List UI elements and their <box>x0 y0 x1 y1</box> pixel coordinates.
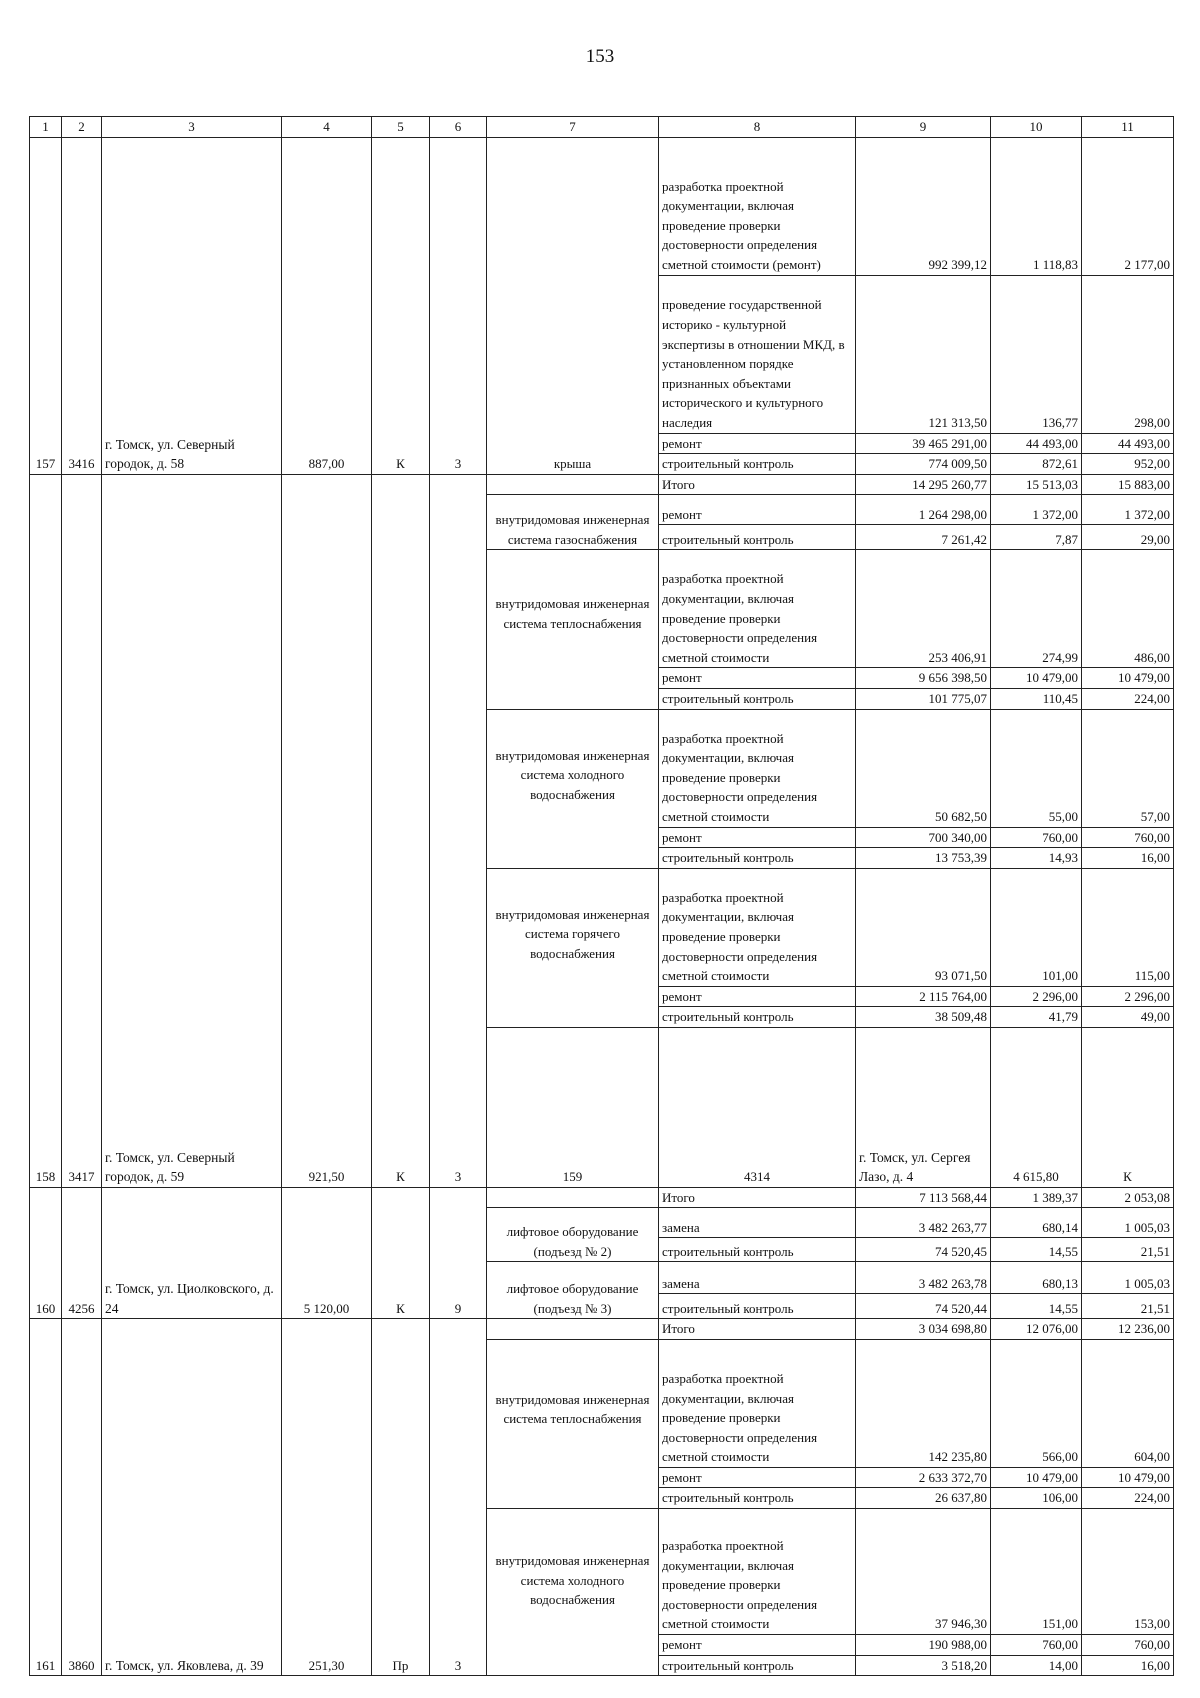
house-floors: 9 <box>430 1187 487 1319</box>
house-id: 3417 <box>62 474 102 1187</box>
col-header-6: 6 <box>430 117 487 138</box>
cost-total: 2 633 372,70 <box>856 1467 991 1488</box>
house-floors: 3 <box>430 137 487 474</box>
work-type: разработка проектной документации, включая проведение проверки достоверности определения сметной стоимости <box>659 1509 856 1635</box>
row-number: 158 <box>30 474 62 1187</box>
cost-limit: 12 236,00 <box>1082 1319 1174 1340</box>
house-kind: К <box>372 137 430 474</box>
cost-total: 774 009,50 <box>856 454 991 475</box>
empty-cell <box>487 1319 659 1340</box>
cost-per-unit: 101,00 <box>991 868 1082 986</box>
cost-per-unit: 15 513,03 <box>991 474 1082 495</box>
column-number-row <box>30 117 1174 138</box>
house-kind: Пр <box>372 1319 430 1676</box>
cost-limit: 21,51 <box>1082 1294 1174 1319</box>
cost-per-unit: 2 296,00 <box>991 986 1082 1007</box>
cost-per-unit: 760,00 <box>991 827 1082 848</box>
work-type: строительный контроль <box>659 848 856 869</box>
element-name: лифтовое оборудование (подъезд № 3) <box>487 1262 659 1319</box>
cost-per-unit: 10 479,00 <box>991 1467 1082 1488</box>
work-type: строительный контроль <box>659 688 856 709</box>
work-type: разработка проектной документации, включая проведение проверки достоверности определения сметной стоимости (ремонт) <box>659 137 856 275</box>
work-type: ремонт <box>659 495 856 525</box>
cost-total: 2 115 764,00 <box>856 986 991 1007</box>
cost-limit: 1 372,00 <box>1082 495 1174 525</box>
cost-per-unit: 566,00 <box>991 1339 1082 1467</box>
element-label: внутридомовая инженерная система теплоснабжения <box>495 1391 650 1427</box>
element-name: крыша <box>487 137 659 474</box>
element-name: внутридомовая инженерная система газоснабжения <box>487 495 659 550</box>
cost-total: 74 520,45 <box>856 1238 991 1262</box>
cost-total: 38 509,48 <box>856 1007 991 1028</box>
element-label: внутридомовая инженерная система горячего водоснабжения <box>495 906 650 961</box>
house-kind: К <box>372 1187 430 1319</box>
cost-per-unit: 1 118,83 <box>991 137 1082 275</box>
work-type: ремонт <box>659 668 856 689</box>
col-header-10: 10 <box>991 117 1082 138</box>
cost-limit: 760,00 <box>1082 827 1174 848</box>
cost-total: 7 261,42 <box>856 525 991 550</box>
cost-limit: 1 005,03 <box>1082 1262 1174 1294</box>
total-label: Итого <box>659 1187 856 1208</box>
work-type: ремонт <box>659 433 856 454</box>
work-type: ремонт <box>659 1467 856 1488</box>
cost-per-unit: 1 389,37 <box>991 1187 1082 1208</box>
cost-per-unit: 106,00 <box>991 1488 1082 1509</box>
element-label: внутридомовая инженерная система холодного водоснабжения <box>495 1553 650 1608</box>
cost-total: 121 313,50 <box>856 275 991 433</box>
cost-per-unit: 110,45 <box>991 688 1082 709</box>
cost-limit: 29,00 <box>1082 525 1174 550</box>
work-type: строительный контроль <box>659 1238 856 1262</box>
cost-per-unit: 7,87 <box>991 525 1082 550</box>
cost-per-unit: 760,00 <box>991 1635 1082 1656</box>
cost-limit: 15 883,00 <box>1082 474 1174 495</box>
cost-total: 992 399,12 <box>856 137 991 275</box>
cost-total: 50 682,50 <box>856 709 991 827</box>
house-id: 4256 <box>62 1187 102 1319</box>
table-row <box>30 1187 1174 1208</box>
element-name <box>487 709 659 868</box>
house-address: г. Томск, ул. Яковлева, д. 39 <box>102 1319 282 1676</box>
cost-limit: 44 493,00 <box>1082 433 1174 454</box>
cost-limit: 760,00 <box>1082 1635 1174 1656</box>
cost-limit: 10 479,00 <box>1082 1467 1174 1488</box>
house-address: г. Томск, ул. Сергея Лазо, д. 4 <box>856 1027 991 1187</box>
cost-limit: 2 296,00 <box>1082 986 1174 1007</box>
repair-program-table <box>29 116 1174 1676</box>
work-type: замена <box>659 1208 856 1238</box>
house-area: 921,50 <box>282 474 372 1187</box>
col-header-5: 5 <box>372 117 430 138</box>
table-row <box>30 474 1174 495</box>
cost-limit: 57,00 <box>1082 709 1174 827</box>
house-address: г. Томск, ул. Северный городок, д. 59 <box>102 474 282 1187</box>
row-number: 161 <box>30 1319 62 1676</box>
work-type: строительный контроль <box>659 1294 856 1319</box>
col-header-9: 9 <box>856 117 991 138</box>
cost-limit: 10 479,00 <box>1082 668 1174 689</box>
cost-per-unit: 1 372,00 <box>991 495 1082 525</box>
col-header-2: 2 <box>62 117 102 138</box>
cost-limit: 2 053,08 <box>1082 1187 1174 1208</box>
cost-limit: 2 177,00 <box>1082 137 1174 275</box>
work-type: строительный контроль <box>659 1488 856 1509</box>
cost-limit: 224,00 <box>1082 688 1174 709</box>
cost-total: 3 482 263,78 <box>856 1262 991 1294</box>
row-number: 157 <box>30 137 62 474</box>
cost-total: 3 482 263,77 <box>856 1208 991 1238</box>
cost-per-unit: 12 076,00 <box>991 1319 1082 1340</box>
house-floors: 3 <box>430 1319 487 1676</box>
work-type: проведение государственной историко - культурной экспертизы в отношении МКД, в установленном порядке признанных объектами исторического и культурного наследия <box>659 275 856 433</box>
col-header-3: 3 <box>102 117 282 138</box>
row-number: 160 <box>30 1187 62 1319</box>
col-header-4: 4 <box>282 117 372 138</box>
house-id: 3416 <box>62 137 102 474</box>
cost-total: 700 340,00 <box>856 827 991 848</box>
cost-total: 7 113 568,44 <box>856 1187 991 1208</box>
work-type: ремонт <box>659 1635 856 1656</box>
work-type: разработка проектной документации, включая проведение проверки достоверности определения сметной стоимости <box>659 550 856 668</box>
page-number: 153 <box>585 46 615 67</box>
cost-per-unit: 14,55 <box>991 1238 1082 1262</box>
cost-per-unit: 274,99 <box>991 550 1082 668</box>
cost-total: 74 520,44 <box>856 1294 991 1319</box>
cost-limit: 952,00 <box>1082 454 1174 475</box>
element-name <box>487 868 659 1027</box>
cost-limit: 298,00 <box>1082 275 1174 433</box>
cost-total: 101 775,07 <box>856 688 991 709</box>
cost-limit: 115,00 <box>1082 868 1174 986</box>
cost-per-unit: 44 493,00 <box>991 433 1082 454</box>
cost-per-unit: 680,14 <box>991 1208 1082 1238</box>
cost-limit: 49,00 <box>1082 1007 1174 1028</box>
house-address: г. Томск, ул. Северный городок, д. 58 <box>102 137 282 474</box>
work-type: строительный контроль <box>659 525 856 550</box>
element-name <box>487 550 659 709</box>
col-header-1: 1 <box>30 117 62 138</box>
element-name <box>487 1509 659 1676</box>
cost-total: 142 235,80 <box>856 1339 991 1467</box>
house-area: 251,30 <box>282 1319 372 1676</box>
house-kind: К <box>372 474 430 1187</box>
cost-per-unit: 151,00 <box>991 1509 1082 1635</box>
work-type: ремонт <box>659 827 856 848</box>
cost-total: 37 946,30 <box>856 1509 991 1635</box>
house-area: 4 615,80 <box>991 1027 1082 1187</box>
house-kind: К <box>1082 1027 1174 1187</box>
cost-total: 13 753,39 <box>856 848 991 869</box>
element-label: внутридомовая инженерная система теплоснабжения <box>495 596 650 631</box>
col-header-8: 8 <box>659 117 856 138</box>
empty-cell <box>487 474 659 495</box>
cost-per-unit: 10 479,00 <box>991 668 1082 689</box>
total-label: Итого <box>659 474 856 495</box>
cost-total: 3 034 698,80 <box>856 1319 991 1340</box>
cost-per-unit: 14,93 <box>991 848 1082 869</box>
row-number: 159 <box>487 1027 659 1187</box>
work-type: разработка проектной документации, включая проведение проверки достоверности определения сметной стоимости <box>659 709 856 827</box>
work-type: строительный контроль <box>659 1655 856 1676</box>
house-address: г. Томск, ул. Циолковского, д. 24 <box>102 1187 282 1319</box>
cost-total: 253 406,91 <box>856 550 991 668</box>
cost-limit: 21,51 <box>1082 1238 1174 1262</box>
cost-per-unit: 41,79 <box>991 1007 1082 1028</box>
element-name: лифтовое оборудование (подъезд № 2) <box>487 1208 659 1262</box>
cost-per-unit: 680,13 <box>991 1262 1082 1294</box>
cost-per-unit: 14,00 <box>991 1655 1082 1676</box>
cost-limit: 16,00 <box>1082 848 1174 869</box>
cost-total: 93 071,50 <box>856 868 991 986</box>
cost-per-unit: 14,55 <box>991 1294 1082 1319</box>
cost-total: 3 518,20 <box>856 1655 991 1676</box>
cost-total: 9 656 398,50 <box>856 668 991 689</box>
cost-limit: 16,00 <box>1082 1655 1174 1676</box>
house-id: 4314 <box>659 1027 856 1187</box>
element-name <box>487 1339 659 1508</box>
house-area: 5 120,00 <box>282 1187 372 1319</box>
work-type: разработка проектной документации, включая проведение проверки достоверности определения сметной стоимости <box>659 1339 856 1467</box>
house-area: 887,00 <box>282 137 372 474</box>
house-id: 3860 <box>62 1319 102 1676</box>
cost-total: 190 988,00 <box>856 1635 991 1656</box>
table-row <box>30 137 1174 275</box>
cost-per-unit: 136,77 <box>991 275 1082 433</box>
cost-total: 14 295 260,77 <box>856 474 991 495</box>
cost-total: 26 637,80 <box>856 1488 991 1509</box>
element-label: внутридомовая инженерная система холодного водоснабжения <box>495 747 650 802</box>
cost-limit: 1 005,03 <box>1082 1208 1174 1238</box>
col-header-11: 11 <box>1082 117 1174 138</box>
work-type: строительный контроль <box>659 1007 856 1028</box>
empty-cell <box>487 1187 659 1208</box>
work-type: строительный контроль <box>659 454 856 475</box>
work-type: ремонт <box>659 986 856 1007</box>
table-row <box>30 1319 1174 1340</box>
cost-limit: 486,00 <box>1082 550 1174 668</box>
cost-per-unit: 55,00 <box>991 709 1082 827</box>
cost-limit: 224,00 <box>1082 1488 1174 1509</box>
col-header-7: 7 <box>487 117 659 138</box>
work-type: разработка проектной документации, включая проведение проверки достоверности определения сметной стоимости <box>659 868 856 986</box>
cost-limit: 153,00 <box>1082 1509 1174 1635</box>
total-label: Итого <box>659 1319 856 1340</box>
cost-limit: 604,00 <box>1082 1339 1174 1467</box>
cost-total: 39 465 291,00 <box>856 433 991 454</box>
cost-per-unit: 872,61 <box>991 454 1082 475</box>
cost-total: 1 264 298,00 <box>856 495 991 525</box>
work-type: замена <box>659 1262 856 1294</box>
house-floors: 3 <box>430 474 487 1187</box>
